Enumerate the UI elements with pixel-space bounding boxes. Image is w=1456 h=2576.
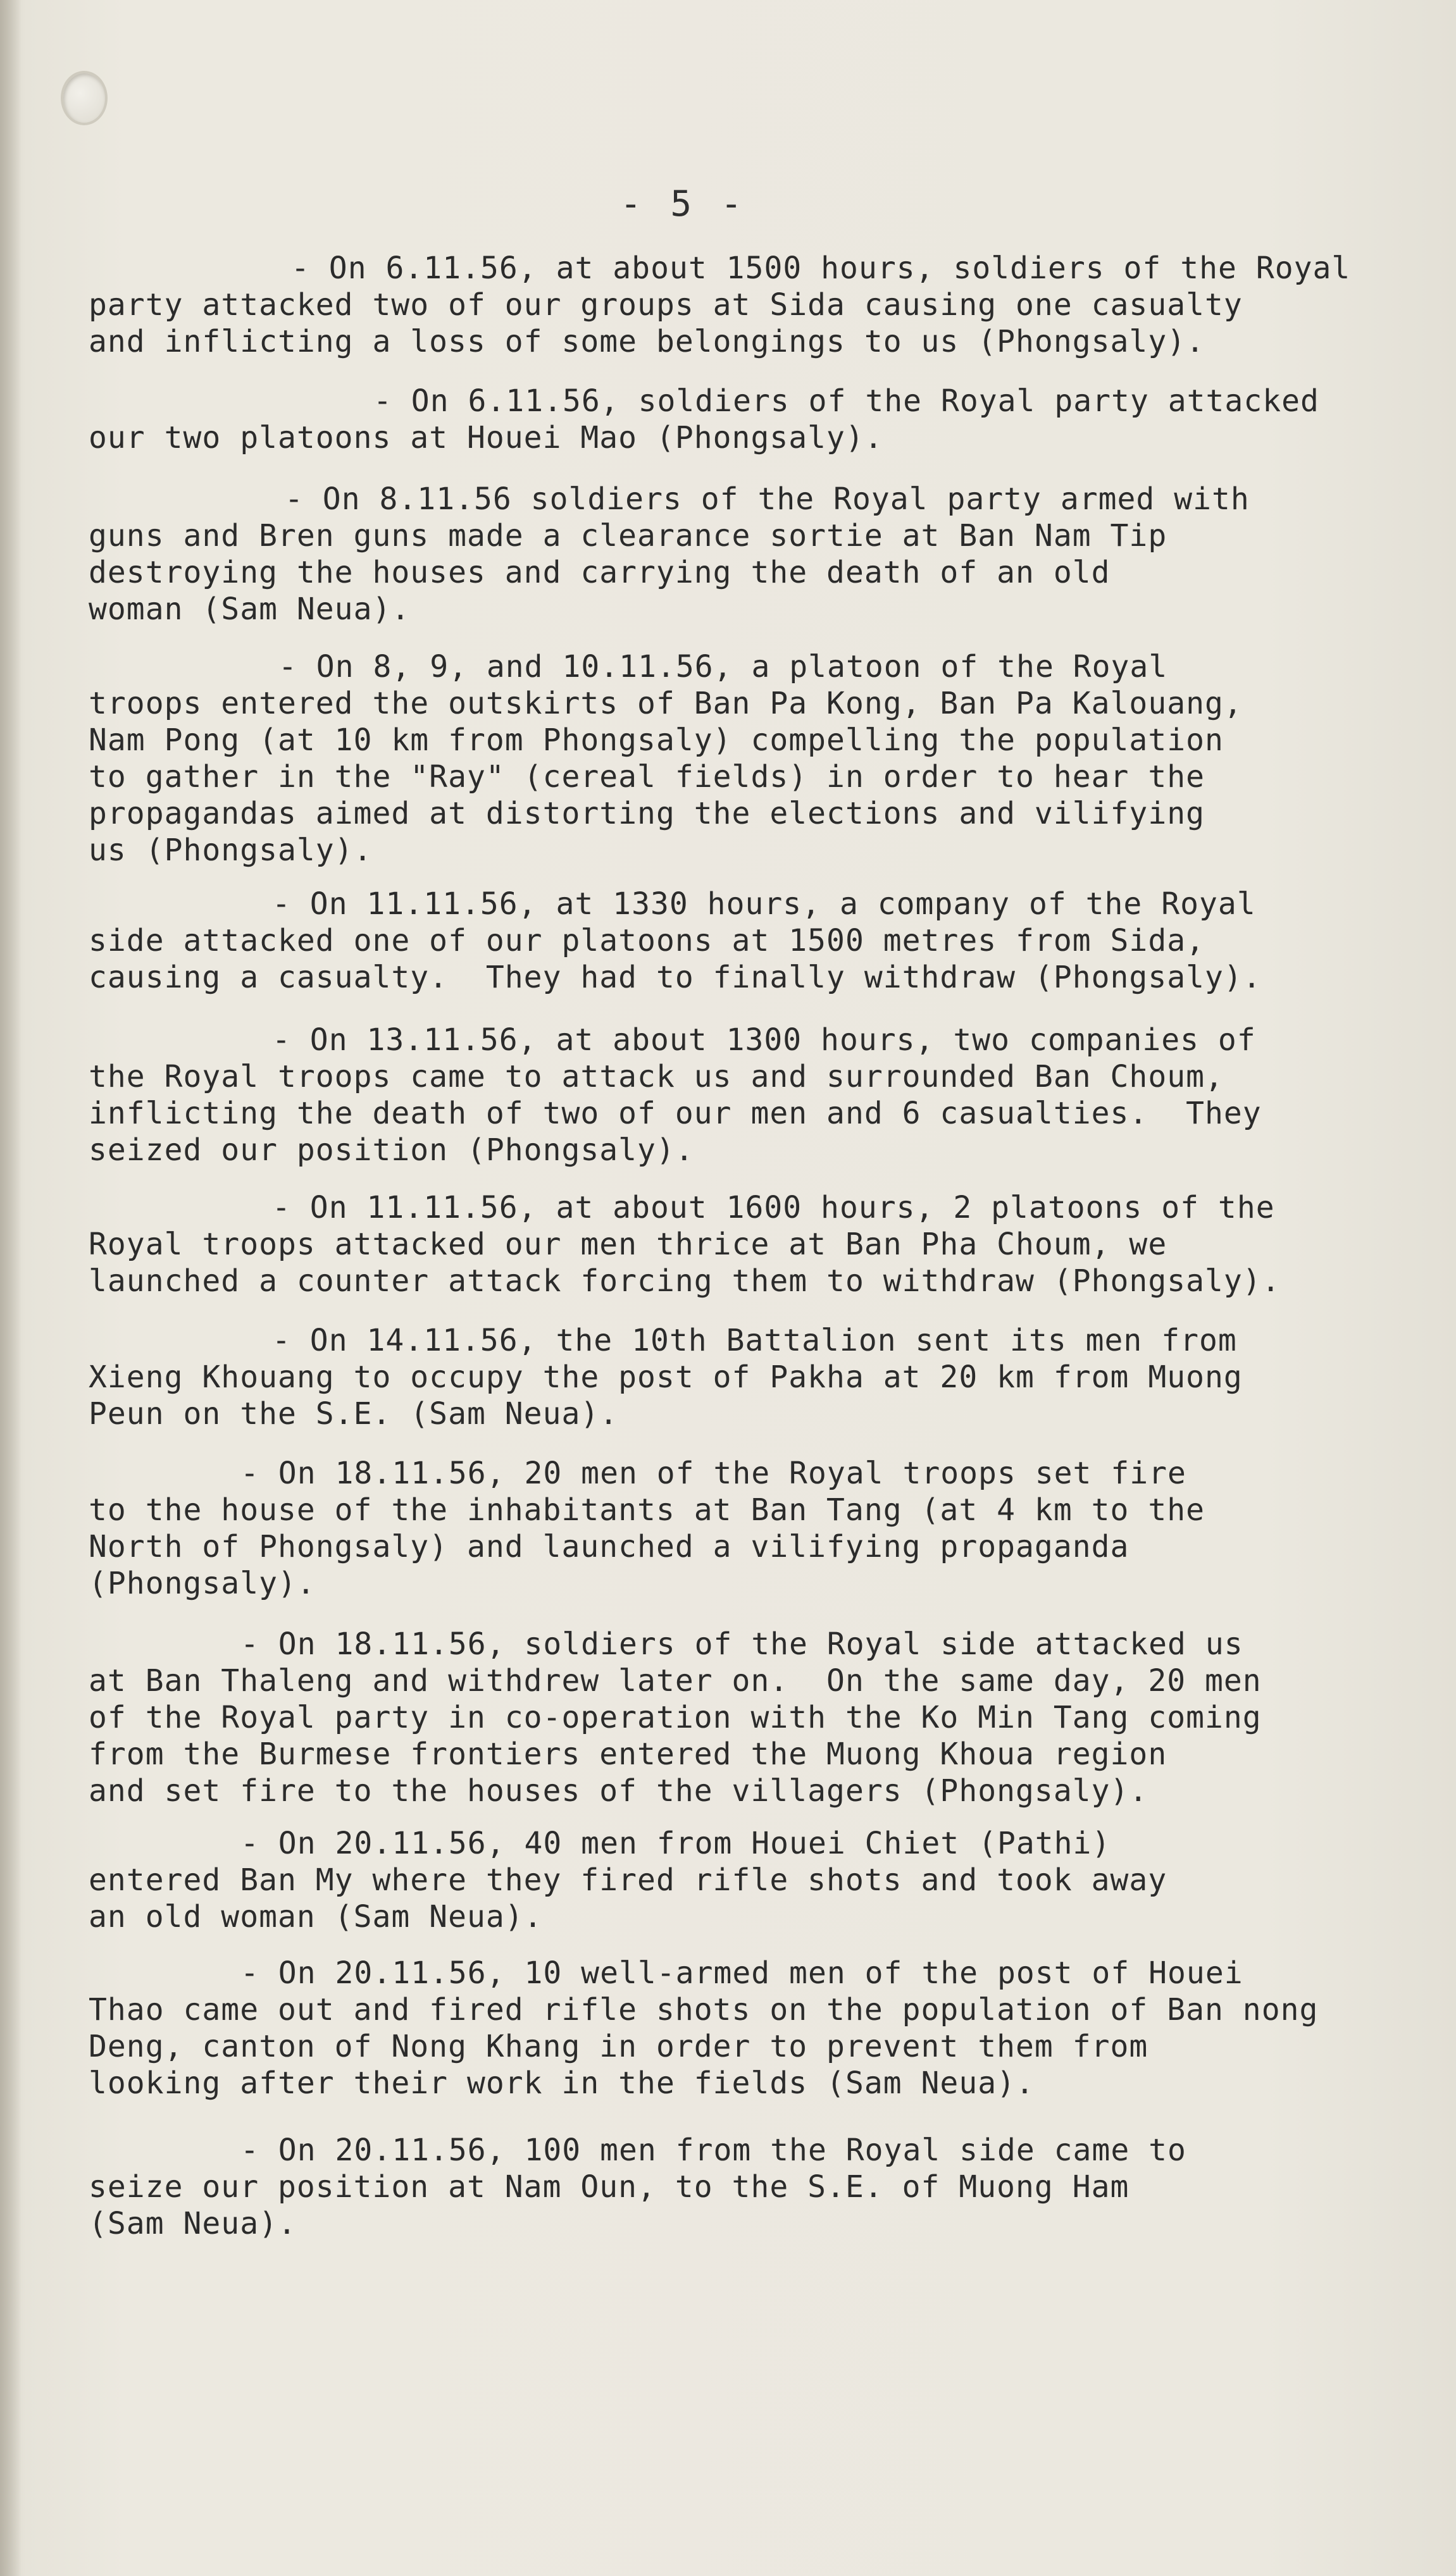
paragraph-4: [89, 648, 1392, 869]
paragraph-line: - On 11.11.56, at about 1600 hours, 2 platoons of the: [272, 1190, 1275, 1225]
paragraph-line: - On 20.11.56, 100 men from the Royal side came to: [240, 2133, 1186, 2168]
paragraph-line: to the house of the inhabitants at Ban Tang (at 4 km to the: [89, 1492, 1205, 1528]
paragraph-line: - On 18.11.56, soldiers of the Royal side attacked us: [240, 1626, 1243, 1662]
paragraph-line: - On 8.11.56 soldiers of the Royal party armed with: [285, 481, 1250, 517]
paragraph-12: [89, 1955, 1392, 2102]
paragraph-line: side attacked one of our platoons at 1500 metres from Sida,: [89, 923, 1205, 958]
paragraph-13: [89, 2132, 1392, 2242]
paragraph-line: propagandas aimed at distorting the elections and vilifying: [89, 796, 1205, 831]
paragraph-line: - On 18.11.56, 20 men of the Royal troops set fire: [240, 1456, 1186, 1491]
paragraph-line: (Phongsaly).: [89, 1566, 316, 1601]
paragraph-line: our two platoons at Houei Mao (Phongsaly).: [89, 420, 883, 455]
paragraph-line: Xieng Khouang to occupy the post of Pakha at 20 km from Muong: [89, 1359, 1243, 1395]
paragraph-line: Nam Pong (at 10 km from Phongsaly) compelling the population: [89, 722, 1224, 758]
paragraph-5: [89, 886, 1392, 996]
paragraph-line: seized our position (Phongsaly).: [89, 1132, 694, 1168]
paragraph-line: of the Royal party in co-operation with the Ko Min Tang coming: [89, 1700, 1262, 1735]
paragraph-line: - On 11.11.56, at 1330 hours, a company of the Royal: [272, 886, 1256, 922]
paragraph-line: Deng, canton of Nong Khang in order to prevent them from: [89, 2029, 1148, 2064]
paragraph-line: and inflicting a loss of some belongings to us (Phongsaly).: [89, 324, 1205, 359]
paragraph-line: troops entered the outskirts of Ban Pa Kong, Ban Pa Kalouang,: [89, 686, 1243, 721]
paragraph-line: - On 14.11.56, the 10th Battalion sent its men from: [272, 1323, 1237, 1358]
paragraph-line: - On 8, 9, and 10.11.56, a platoon of the Royal: [278, 649, 1168, 684]
page-number: - 5 -: [620, 183, 746, 225]
paragraph-line: - On 6.11.56, at about 1500 hours, soldiers of the Royal: [291, 251, 1351, 286]
paragraph-7: [89, 1189, 1392, 1299]
paragraph-line: (Sam Neua).: [89, 2206, 297, 2241]
paragraph-line: Peun on the S.E. (Sam Neua).: [89, 1396, 619, 1432]
paragraph-line: North of Phongsaly) and launched a vilifying propaganda: [89, 1529, 1129, 1564]
paragraph-2: [89, 383, 1392, 456]
paragraph-line: us (Phongsaly).: [89, 833, 373, 868]
paragraph-line: to gather in the "Ray" (cereal fields) in order to hear the: [89, 759, 1205, 795]
paragraph-line: from the Burmese frontiers entered the Muong Khoua region: [89, 1737, 1167, 1772]
paragraph-line: seize our position at Nam Oun, to the S.E. of Muong Ham: [89, 2169, 1129, 2205]
paragraph-line: Royal troops attacked our men thrice at Ban Pha Choum, we: [89, 1227, 1167, 1262]
paragraph-6: [89, 1022, 1392, 1168]
paragraph-line: - On 20.11.56, 10 well-armed men of the post of Houei: [240, 1955, 1243, 1991]
paragraph-9: [89, 1455, 1392, 1602]
paragraph-line: launched a counter attack forcing them to withdraw (Phongsaly).: [89, 1263, 1281, 1299]
punch-hole: [61, 71, 108, 125]
paragraph-8: [89, 1322, 1392, 1432]
paragraph-line: and set fire to the houses of the villagers (Phongsaly).: [89, 1773, 1148, 1809]
paragraph-1: [89, 250, 1392, 360]
paragraph-line: causing a casualty. They had to finally withdraw (Phongsaly).: [89, 960, 1262, 995]
paragraph-line: an old woman (Sam Neua).: [89, 1899, 543, 1935]
paragraph-line: guns and Bren guns made a clearance sortie at Ban Nam Tip: [89, 518, 1167, 554]
paragraph-line: at Ban Thaleng and withdrew later on. On the same day, 20 men: [89, 1663, 1262, 1699]
paragraph-line: destroying the houses and carrying the death of an old: [89, 555, 1111, 590]
paragraph-line: woman (Sam Neua).: [89, 591, 411, 627]
paragraph-line: - On 20.11.56, 40 men from Houei Chiet (Pathi): [240, 1826, 1111, 1861]
paragraph-line: - On 13.11.56, at about 1300 hours, two companies of: [272, 1022, 1256, 1058]
paragraph-line: inflicting the death of two of our men and 6 casualties. They: [89, 1096, 1262, 1131]
paragraph-line: entered Ban My where they fired rifle shots and took away: [89, 1862, 1167, 1898]
page-edge-shadow: [0, 0, 22, 2576]
paragraph-line: party attacked two of our groups at Sida causing one casualty: [89, 287, 1243, 323]
paragraph-line: Thao came out and fired rifle shots on the population of Ban nong: [89, 1992, 1319, 2028]
paragraph-3: [89, 481, 1392, 628]
paragraph-line: looking after their work in the fields (Sam Neua).: [89, 2065, 1035, 2101]
paragraph-line: - On 6.11.56, soldiers of the Royal party attacked: [373, 383, 1319, 419]
paragraph-line: the Royal troops came to attack us and surrounded Ban Choum,: [89, 1059, 1224, 1094]
paragraph-10: [89, 1626, 1392, 1809]
paragraph-11: [89, 1825, 1392, 1935]
